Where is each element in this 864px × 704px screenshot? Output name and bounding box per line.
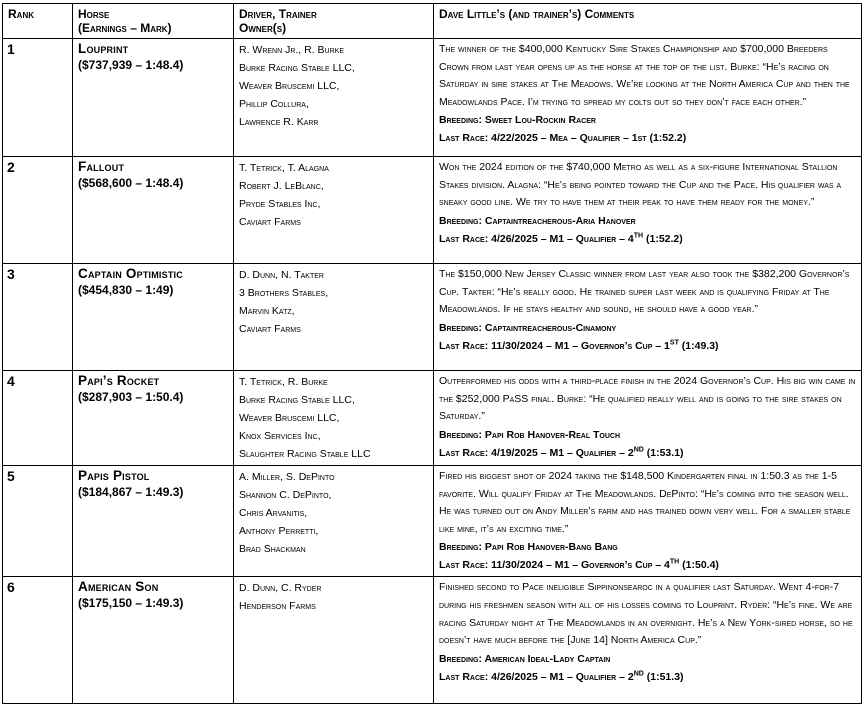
last-race-value: 4/22/2025 – Mea – Qualifier – 1st (1:52.2) — [491, 132, 687, 145]
last-race-label: Last Race: — [439, 232, 492, 245]
owner: Caviart Farms — [239, 216, 301, 228]
horse-name: Captain Optimistic — [78, 266, 183, 281]
rank-cell: 6 — [3, 577, 73, 704]
owner: 3 Brothers Stables, — [239, 287, 329, 299]
horse-name: Papi’s Rocket — [78, 373, 160, 388]
driver-trainer: D. Dunn, N. Takter — [239, 269, 324, 281]
horse-earnings-mark: ($184,867 – 1:49.3) — [78, 485, 184, 499]
header-comments: Dave Little’s (and trainer’s) Comments — [434, 4, 862, 39]
comments-cell — [434, 157, 862, 264]
breeding-line — [439, 319, 856, 337]
breeding-line — [439, 538, 856, 556]
table-row — [3, 577, 862, 704]
breeding-label: Breeding: — [439, 321, 485, 334]
horse-name: Papis Pistol — [78, 468, 150, 483]
last-race-value: 4/26/2025 – M1 – Qualifier – 4 — [491, 232, 634, 245]
last-race-time: (1:49.3) — [678, 339, 719, 352]
last-race-ordinal-suffix: ST — [669, 339, 679, 347]
breeding-label: Breeding: — [439, 214, 485, 227]
breeding-line — [439, 212, 856, 230]
rank-cell: 1 — [3, 39, 73, 157]
owner: Pryde Stables Inc, — [239, 198, 321, 210]
last-race-time: (1:53.1) — [643, 446, 684, 459]
last-race-value: 4/26/2025 – M1 – Qualifier – 2 — [491, 670, 634, 683]
comments-cell — [434, 577, 862, 704]
last-race-label: Last Race: — [439, 132, 492, 145]
owner: Robert J. LeBlanc, — [239, 180, 324, 192]
owner: Weaver Bruscemi LLC, — [239, 80, 340, 92]
comment-text: Outperformed his odds with a third-place finish in the 2024 Governor’s Cup. His big win came in the $252,000 PaSS final. Burke: “He qualified really well and is going to the sire stakes on Saturday.” — [439, 375, 856, 423]
last-race-line — [439, 129, 856, 147]
breeding-line — [439, 426, 856, 444]
comments-cell — [434, 371, 862, 466]
last-race-label: Last Race: — [439, 339, 492, 352]
owner: Weaver Bruscemi LLC, — [239, 412, 340, 424]
table-row — [3, 371, 862, 466]
header-row — [3, 4, 862, 39]
horse-cell — [73, 371, 234, 466]
last-race-ordinal-suffix: TH — [669, 558, 680, 566]
driver-trainer-owners-cell — [234, 371, 434, 466]
last-race-label: Last Race: — [439, 670, 492, 683]
last-race-time: (1:51.3) — [643, 670, 684, 683]
driver-trainer-owners-cell — [234, 577, 434, 704]
breeding-value: American Ideal-Lady Captain — [484, 652, 611, 665]
owner: Anthony Perretti, — [239, 525, 319, 537]
header-rank: Rank — [3, 4, 73, 39]
last-race-line — [439, 337, 856, 355]
rank-cell: 3 — [3, 264, 73, 371]
owner: Henderson Farms — [239, 600, 316, 613]
breeding-line — [439, 650, 856, 668]
horse-cell — [73, 157, 234, 264]
last-race-ordinal-suffix: ND — [633, 670, 644, 678]
horse-name: Louprint — [78, 41, 129, 56]
table-row — [3, 466, 862, 577]
driver-trainer-owners-cell — [234, 264, 434, 371]
horse-earnings-mark: ($175,150 – 1:49.3) — [78, 596, 184, 611]
owner: Caviart Farms — [239, 323, 301, 335]
driver-trainer-owners-cell — [234, 466, 434, 577]
last-race-time: (1:52.2) — [643, 232, 683, 245]
last-race-line — [439, 444, 856, 462]
last-race-line — [439, 230, 856, 248]
header-horse: Horse (Earnings – Mark) — [73, 4, 234, 39]
owner: Burke Racing Stable LLC, — [239, 62, 355, 74]
comment-text: Won the 2024 edition of the $740,000 Metro as well as a six-figure International Stallion Stakes division. Alagna: “He’s being pointed toward the Cup and the Pace. His qualifier was a sneaky good line. We try to have them at their peak to have them ready for the money.” — [439, 161, 842, 209]
breeding-value: Captaintreacherous-Aria Hanover — [484, 214, 636, 227]
horse-cell — [73, 39, 234, 157]
horse-cell — [73, 466, 234, 577]
breeding-value: Sweet Lou-Rockin Racer — [484, 114, 596, 127]
owner: Marvin Katz, — [239, 305, 295, 317]
driver-trainer: T. Tetrick, R. Burke — [239, 376, 328, 388]
comments-cell — [434, 39, 862, 157]
horse-name: American Son — [78, 579, 159, 595]
last-race-value: 11/30/2024 – M1 – Governor’s Cup – 1 — [491, 339, 670, 352]
comment-text: The winner of the $400,000 Kentucky Sire Stakes Championship and $700,000 Breeders Crown from last year opens up as the horse at the top of the list. Burke: “He’s racing on Saturday in sire stakes at The Meadows. We’re looking at the North America Cup and then the Meadowlands Pace. I’m trying to spread my colts out so they don’t face each other.” — [439, 43, 850, 108]
rankings-table-container — [0, 3, 864, 702]
horse-cell — [73, 264, 234, 371]
driver-trainer: R. Wrenn Jr., R. Burke — [239, 44, 345, 56]
owner: Knox Services Inc, — [239, 430, 321, 442]
last-race-line — [439, 668, 856, 686]
owner: Burke Racing Stable LLC, — [239, 394, 355, 406]
horse-name: Fallout — [78, 159, 125, 174]
table-row — [3, 264, 862, 371]
horse-earnings-mark: ($568,600 – 1:48.4) — [78, 176, 184, 190]
table-row — [3, 39, 862, 157]
breeding-line — [439, 111, 856, 129]
last-race-value: 4/19/2025 – M1 – Qualifier – 2 — [491, 446, 634, 459]
last-race-ordinal-suffix: TH — [633, 232, 644, 240]
driver-trainer: A. Miller, S. DePinto — [239, 471, 335, 483]
last-race-value: 11/30/2024 – M1 – Governor’s Cup – 4 — [491, 559, 670, 572]
driver-trainer-owners-cell — [234, 157, 434, 264]
breeding-value: Captaintreacherous-Cinamony — [484, 321, 617, 334]
horse-earnings-mark: ($454,830 – 1:49) — [78, 283, 174, 297]
comment-text: Fired his biggest shot of 2024 taking the $148,500 Kindergarten final in 1:50.3 as the 1-5 favorite. Will qualify Friday at The Meadowlands. DePinto: “He’s coming into the season well. He was turned out on Andy Miller’s farm and has trained down very well. For a smaller stable like mine, it’s an exciting time.” — [439, 470, 851, 535]
owner: Shannon C. DePinto, — [239, 489, 332, 501]
last-race-time: (1:50.4) — [679, 559, 719, 572]
breeding-label: Breeding: — [439, 114, 485, 127]
rank-cell: 2 — [3, 157, 73, 264]
table-row — [3, 157, 862, 264]
owner: Lawrence R. Karr — [239, 116, 319, 128]
comments-cell — [434, 466, 862, 577]
rankings-table — [2, 3, 862, 704]
header-driver-trainer: Driver, Trainer Owner(s) — [234, 4, 434, 39]
driver-trainer: T. Tetrick, T. Alagna — [239, 162, 329, 174]
breeding-value: Papi Rob Hanover-Bang Bang — [484, 541, 618, 554]
driver-trainer: D. Dunn, C. Ryder — [239, 582, 322, 595]
comment-text: The $150,000 New Jersey Classic winner from last year also took the $382,200 Governor’s Cup. Takter: “He’s really good. He trained super last week and is qualifying Friday at The Meadowlands. If he stays healthy and sound, he should have a good year.” — [439, 268, 850, 316]
last-race-line — [439, 556, 856, 574]
breeding-label: Breeding: — [439, 428, 485, 441]
owner: Slaughter Racing Stable LLC — [239, 448, 371, 460]
last-race-label: Last Race: — [439, 559, 492, 572]
rank-cell: 5 — [3, 466, 73, 577]
breeding-label: Breeding: — [439, 652, 485, 665]
last-race-ordinal-suffix: ND — [633, 446, 644, 454]
rank-cell: 4 — [3, 371, 73, 466]
last-race-label: Last Race: — [439, 446, 492, 459]
driver-trainer-owners-cell — [234, 39, 434, 157]
comment-text: Finished second to Pace ineligible Sippinonsearoc in a qualifier last Saturday. Went 4-for-7 during his freshmen season with all of his losses coming to Louprint. Ryder: “He’s fine. We are racing Saturday night at The Meadowlands in an overnight. He’s a New York-sired horse, so he doesn’t have much before the [June 14] North America Cup.” — [439, 581, 853, 647]
owner: Chris Arvanitis, — [239, 507, 308, 519]
comments-cell — [434, 264, 862, 371]
breeding-value: Papi Rob Hanover-Real Touch — [484, 428, 621, 441]
owner: Phillip Collura, — [239, 98, 309, 110]
owner: Brad Shackman — [239, 543, 306, 555]
horse-earnings-mark: ($737,939 – 1:48.4) — [78, 58, 184, 72]
horse-cell — [73, 577, 234, 704]
horse-earnings-mark: ($287,903 – 1:50.4) — [78, 390, 184, 404]
breeding-label: Breeding: — [439, 541, 485, 554]
